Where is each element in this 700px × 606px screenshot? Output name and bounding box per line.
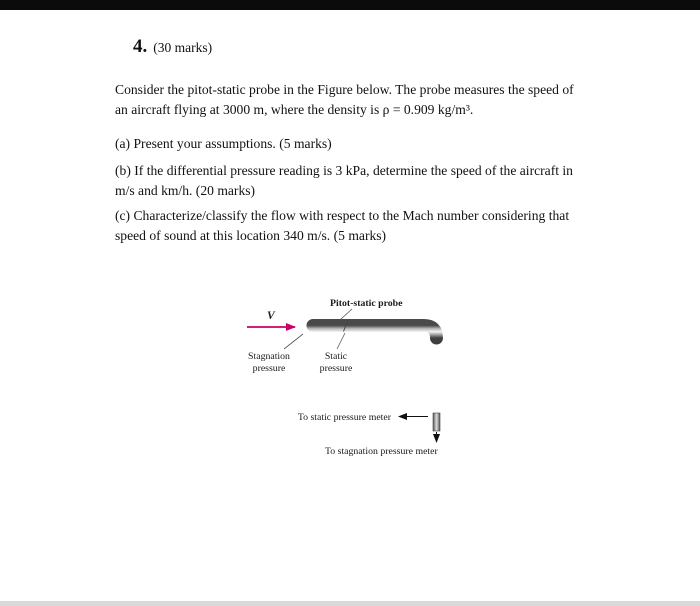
top-black-bar [0, 0, 700, 10]
question-part-c: (c) Characterize/classify the flow with respect to the Mach number considering that speed of sound at this location 340 m/s. (5 marks) [115, 208, 570, 243]
bottom-edge-bar [0, 601, 700, 606]
inner-stagnation-tube [433, 413, 440, 431]
stagnation-label-line1: Stagnation [248, 351, 290, 362]
question-part-b: (b) If the differential pressure reading is 3 kPa, determine the speed of the aircraft in m/s and km/h. (20 marks) [115, 163, 573, 198]
question-intro: Consider the pitot-static probe in the Figure below. The probe measures the speed of an aircraft flying at 3000 m, where the density is ρ = 0.909 kg/m³. [115, 82, 574, 117]
pitot-static-probe-figure [230, 290, 485, 465]
probe-label: Pitot-static probe [330, 298, 403, 309]
stagnation-pointer-line [284, 334, 303, 349]
static-label-line2: pressure [319, 363, 353, 374]
question-marks: (30 marks) [153, 40, 213, 55]
question-heading [133, 36, 212, 58]
static-meter-label: To static pressure meter [297, 412, 391, 423]
question-part-a: (a) Present your assumptions. (5 marks) [115, 136, 332, 151]
stagnation-label-line2: pressure [252, 363, 286, 374]
question-number: 4. [133, 36, 148, 57]
static-pointer-line [337, 333, 345, 349]
velocity-label: V [267, 310, 275, 322]
static-label-line1: Static [324, 351, 348, 362]
probe-pointer-line [341, 309, 352, 319]
stagnation-meter-label: To stagnation pressure meter [325, 446, 438, 457]
probe-tube-horizontal [313, 326, 437, 339]
